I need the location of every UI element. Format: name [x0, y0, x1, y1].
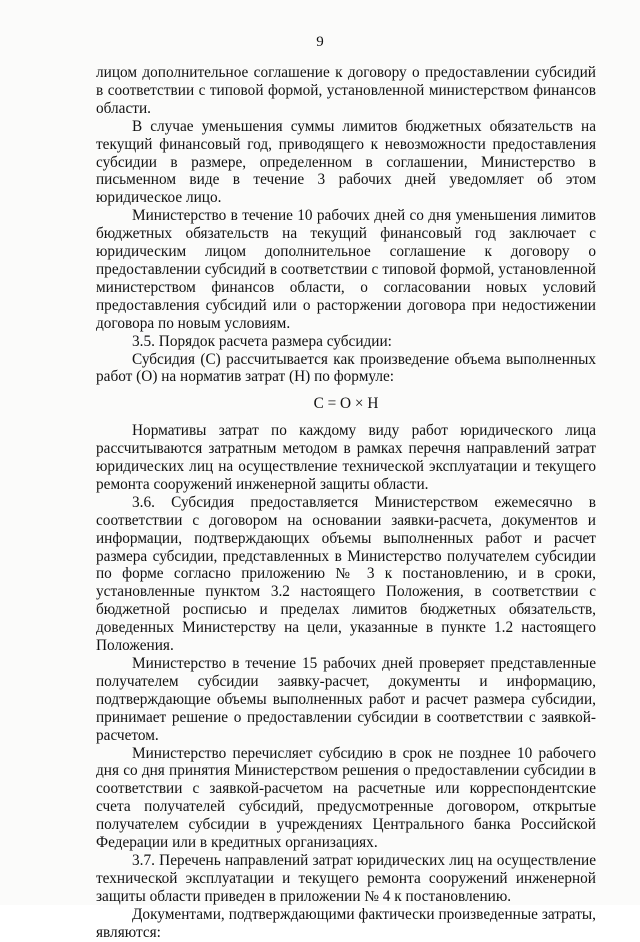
- paragraph-ministry-review: Министерство в течение 15 рабочих дней проверяет представленные получателем субсидии заявку-расчет, документы и информацию, подтверждающие объемы выполненных работ и расчет размера субсидии, принимает решение о предоставлении субсидии в соответствии с заявкой-расчетом.: [96, 655, 596, 744]
- paragraph-subsidy-calculation: Субсидия (С) рассчитывается как произведение объема выполненных работ (О) на норматив затрат (Н) по формуле:: [96, 350, 596, 386]
- section-3-6-paragraph: 3.6. Субсидия предоставляется Министерством ежемесячно в соответствии с договором на основании заявки-расчета, документов и информации, подтверждающих объемы выполненных работ и расчет размера субсидии, представленных в Министерство получателем субсидии по форме согласно приложению № 3 к постановлению, и в сроки, установленные пунктом 3.2 настоящего Положения, в соответствии с бюджетной росписью и пределах лимитов бюджетных обязательств, доведенных Министерству на цели, указанные в пункте 1.2 настоящего Положения.: [96, 493, 596, 655]
- section-3-7-paragraph: 3.7. Перечень направлений затрат юридических лиц на осуществление технической эксплуатации и текущего ремонта сооружений инженерной защиты области приведен в приложении № 4 к постановлению.: [96, 851, 596, 905]
- subsidy-formula: С = О × Н: [313, 395, 379, 413]
- paragraph-additional-agreement: Министерство в течение 10 рабочих дней со дня уменьшения лимитов бюджетных обязательств на текущий финансовый год заключает с юридическим лицом дополнительное соглашение к договору о предоставлении субсидий в соответствии с типовой формой, установленной министерством финансов области, о согласовании новых условий предоставления субсидий или о расторжении договора при недостижении договора по новым условиям.: [96, 207, 596, 332]
- paragraph-supporting-documents: Документами, подтверждающими фактически произведенные затраты, являются:: [96, 905, 596, 941]
- paragraph-ministry-transfer: Министерство перечисляет субсидию в срок не позднее 10 рабочего дня со дня принятия Министерством решения о предоставлении субсидии в соответствии с заявкой-расчетом на расчетные или корреспондентские счета получателей субсидий, предусмотренные договором, открытые получателем субсидии в учреждениях Центрального банка Российской Федерации или в кредитных организациях.: [96, 744, 596, 852]
- document-body: [96, 64, 596, 942]
- section-3-5-heading: 3.5. Порядок расчета размера субсидии:: [132, 332, 392, 350]
- page-number: 9: [316, 34, 324, 50]
- paragraph-continuation: лицом дополнительное соглашение к договору о предоставлении субсидий в соответствии с типовой формой, установленной министерством финансов области.: [96, 64, 596, 117]
- paragraph-cost-norms: Нормативы затрат по каждому виду работ юридического лица рассчитываются затратным методом в рамках перечня направлений затрат юридических лиц на осуществление технической эксплуатации и текущего ремонта сооружений инженерной защиты области.: [96, 422, 596, 493]
- paragraph-limits-reduction: В случае уменьшения суммы лимитов бюджетных обязательств на текущий финансовый год, приводящего к невозможности предоставления субсидии в размере, определенном в соглашении, Министерство в письменном виде в течение 3 рабочих дней уведомляет об этом юридическое лицо.: [96, 117, 596, 207]
